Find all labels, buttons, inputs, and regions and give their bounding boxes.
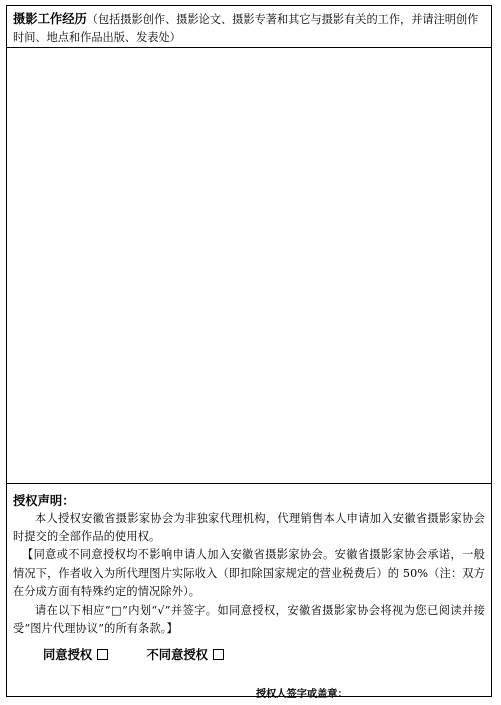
disagree-checkbox[interactable] — [213, 649, 224, 660]
authorization-title: 授权声明： — [13, 493, 75, 508]
authorization-paragraph: 请在以下相应“□”内划“√”并签字。如同意授权，安徽省摄影家协会将视为您已阅读并接受“图片代理协议”的所有条款。】 — [13, 604, 485, 636]
authorization-paragraph: 【同意或不同意授权均不影响申请人加入安徽省摄影家协会。安徽省摄影家协会承诺，一般情况下，作者收入为所代理图片实际收入（即扣除国家规定的营业税费后）的 50%（注：双方在分成方面有特殊约定的情况除外）。 — [13, 548, 485, 598]
experience-description: （包括摄影创作、摄影论文、摄影专著和其它与摄影有关的工作，并请注明创作时间、地点和作品出版、发表处） — [13, 13, 479, 44]
agree-checkbox[interactable] — [97, 649, 108, 660]
experience-input-area[interactable] — [7, 48, 491, 483]
disagree-option — [146, 646, 224, 664]
disagree-label: 不同意授权 — [146, 647, 208, 663]
agree-option — [43, 646, 108, 664]
signature-label: 授权人签字或盖章： — [256, 688, 348, 700]
application-form — [6, 5, 492, 700]
authorization-options — [13, 646, 485, 664]
experience-section — [7, 6, 491, 484]
authorization-paragraph: 本人授权安徽省摄影家协会为非独家代理机构，代理销售本人申请加入安徽省摄影家协会时提交的全部作品的使用权。 — [13, 512, 485, 544]
authorization-section — [7, 484, 491, 700]
agree-label: 同意授权 — [43, 647, 93, 663]
experience-header — [7, 6, 491, 48]
experience-title: 摄影工作经历 — [13, 11, 87, 26]
